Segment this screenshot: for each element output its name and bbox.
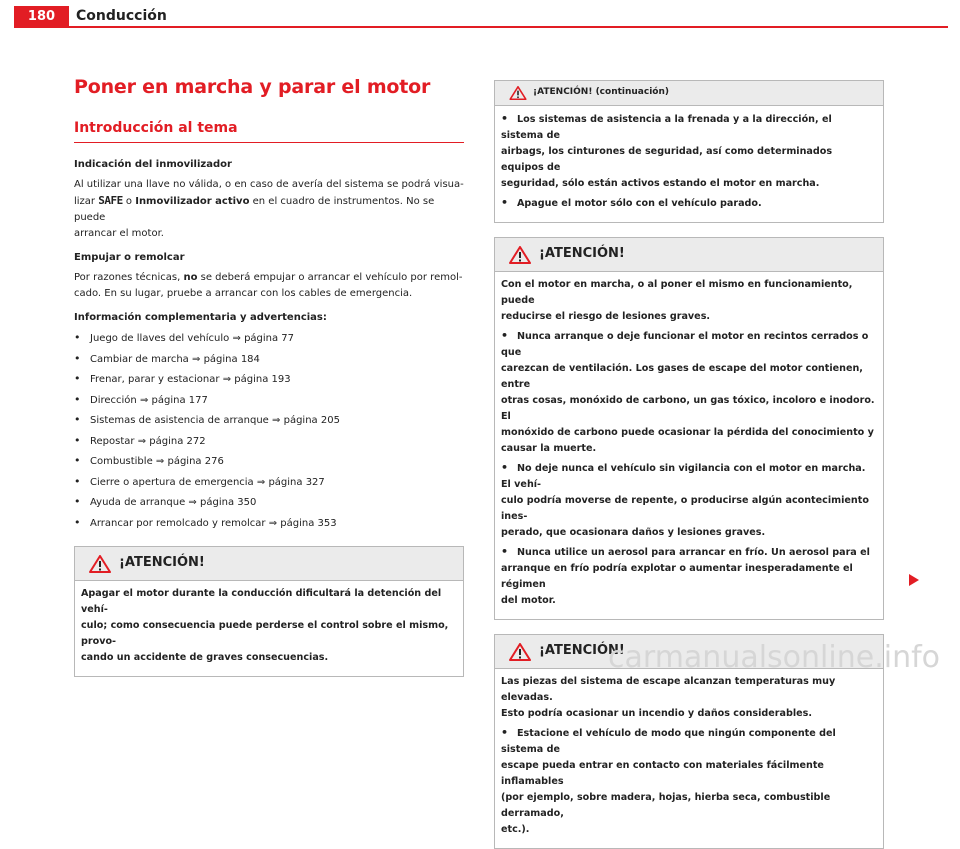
warning-body	[495, 669, 883, 848]
watermark-text: carmanualsonline.info	[608, 640, 940, 675]
list-item	[74, 328, 464, 349]
bullet: •	[74, 454, 81, 467]
warning-line: etc.).	[501, 824, 530, 835]
bullet: •	[74, 372, 81, 385]
warning-header	[495, 81, 883, 106]
warning-body	[495, 272, 883, 619]
push-text	[74, 270, 464, 302]
warning-header	[75, 547, 463, 581]
warning-line: causar la muerte.	[501, 443, 597, 454]
reference-text: Repostar	[90, 435, 135, 447]
warning-line: reducirse el riesgo de lesiones graves.	[501, 311, 711, 322]
reference-arrow: ⇒	[155, 456, 165, 467]
warning-triangle-icon	[509, 246, 531, 264]
reference-page: página 184	[203, 353, 260, 365]
warning-line: Las piezas del sistema de escape alcanzan temperaturas muy elevadas.	[501, 676, 836, 703]
warning-line: perado, que ocasionara daños y lesiones graves.	[501, 527, 766, 538]
warning-item	[501, 195, 877, 212]
watermark	[0, 640, 960, 675]
immobilizer-heading: Indicación del inmovilizador	[74, 159, 232, 170]
immobilizer-active-label: Inmovilizador activo	[135, 196, 250, 207]
page-number: 180	[14, 6, 69, 27]
bullet: •	[74, 474, 81, 488]
warning-line: No deje nunca el vehículo sin vigilancia con el motor en marcha. El vehí-	[501, 463, 866, 490]
reference-page: página 177	[151, 394, 208, 406]
bullet: •	[501, 545, 509, 558]
reference-page: página 276	[167, 456, 224, 467]
immobilizer-line-2c: en el cuadro de instrumentos. No se puede	[74, 196, 435, 223]
immobilizer-line-3: arrancar el motor.	[74, 228, 164, 239]
warning-title: ¡ATENCIÓN!	[119, 555, 205, 570]
reference-text: Dirección	[90, 394, 137, 406]
warning-line: (por ejemplo, sobre madera, hojas, hierba seca, combustible derramado,	[501, 792, 831, 819]
bullet: •	[74, 433, 81, 447]
reference-arrow: ⇒	[222, 374, 232, 385]
reference-text: Combustible	[90, 456, 153, 467]
reference-text: Cambiar de marcha	[90, 353, 189, 365]
reference-page: página 205	[283, 415, 340, 426]
warning-line: culo podría moverse de repente, o producirse algún acontecimiento ines-	[501, 495, 869, 522]
page-title: Poner en marcha y parar el motor	[74, 76, 431, 98]
reference-page: página 272	[149, 435, 206, 447]
section-subtitle: Introducción al tema	[74, 120, 238, 136]
reference-arrow: ⇒	[139, 394, 149, 406]
list-item	[74, 410, 464, 431]
list-item	[74, 451, 464, 472]
warning-triangle-icon	[509, 86, 527, 100]
reference-text: Sistemas de asistencia de arranque	[90, 415, 269, 426]
push-line-2: cado. En su lugar, pruebe a arrancar con los cables de emergencia.	[74, 288, 413, 299]
reference-text: Frenar, parar y estacionar	[90, 374, 220, 385]
bullet: •	[501, 112, 509, 125]
warning-line: arranque en frío podría explotar o aumentar inesperadamente el régimen	[501, 563, 853, 590]
warning-line: airbags, los cinturones de seguridad, así como determinados equipos de	[501, 146, 833, 173]
bullet: •	[501, 329, 509, 342]
reference-arrow: ⇒	[256, 476, 266, 488]
bullet: •	[501, 726, 509, 739]
warning-line: seguridad, sólo están activos estando el motor en marcha.	[501, 178, 820, 189]
warning-line: Con el motor en marcha, o al poner el mismo en funcionamiento, puede	[501, 279, 853, 306]
reference-text: Ayuda de arranque	[90, 497, 186, 508]
reference-text: Arrancar por remolcado y remolcar	[90, 517, 266, 529]
push-line-1a: Por razones técnicas,	[74, 272, 184, 283]
page-header	[0, 0, 960, 28]
list-item	[74, 431, 464, 452]
warning-line: Apague el motor sólo con el vehículo parado.	[517, 198, 762, 209]
bullet: •	[74, 495, 81, 508]
list-item	[74, 492, 464, 513]
bullet: •	[501, 461, 509, 474]
warning-intro	[501, 277, 877, 325]
reference-arrow: ⇒	[192, 353, 201, 365]
list-item	[74, 472, 464, 493]
reference-text: Juego de llaves del vehículo	[90, 333, 230, 344]
reference-arrow: ⇒	[188, 497, 197, 508]
warning-item	[501, 328, 877, 457]
reference-page: página 353	[280, 517, 337, 529]
reference-text: Cierre o apertura de emergencia	[90, 476, 254, 488]
list-item	[74, 369, 464, 390]
reference-page: página 193	[234, 374, 291, 385]
reference-page: página 350	[200, 497, 257, 508]
bullet: •	[74, 515, 81, 529]
safe-indicator: SAFE	[98, 194, 123, 207]
warning-title: ¡ATENCIÓN!	[539, 643, 625, 658]
reference-arrow: ⇒	[268, 517, 278, 529]
left-column	[74, 76, 464, 677]
warning-line: Estacione el vehículo de modo que ningún componente del sistema de	[501, 728, 836, 755]
push-line-1b: se deberá empujar o arrancar el vehículo por remol-	[197, 272, 463, 283]
warning-item	[501, 460, 877, 541]
warning-title: ¡ATENCIÓN! (continuación)	[533, 87, 670, 97]
reference-list	[74, 328, 464, 533]
push-no: no	[183, 272, 198, 283]
continue-arrow-icon	[909, 574, 919, 586]
warning-line: Nunca utilice un aerosol para arrancar en frío. Un aerosol para el	[517, 547, 870, 558]
info-heading: Información complementaria y advertencias:	[74, 312, 327, 323]
warning-line: Nunca arranque o deje funcionar el motor en recintos cerrados o que	[501, 331, 869, 358]
warning-box-running-engine	[494, 237, 884, 620]
warning-item	[501, 725, 877, 838]
list-item	[74, 349, 464, 370]
reference-arrow: ⇒	[137, 435, 147, 447]
warning-triangle-icon	[89, 555, 111, 573]
bullet: •	[74, 392, 81, 406]
reference-arrow: ⇒	[272, 415, 281, 426]
warning-box-continued	[494, 80, 884, 223]
reference-arrow: ⇒	[232, 333, 241, 344]
running-title: Conducción	[76, 8, 167, 24]
warning-line: carezcan de ventilación. Los gases de escape del motor contienen, entre	[501, 363, 863, 390]
warning-item	[501, 544, 877, 609]
warning-intro	[501, 674, 877, 722]
immobilizer-line-2a: lizar	[74, 196, 99, 207]
warning-line: del motor.	[501, 595, 556, 606]
list-item	[74, 513, 464, 534]
list-item	[74, 390, 464, 411]
warning-line: cando un accidente de graves consecuencias.	[81, 652, 329, 663]
bullet: •	[74, 351, 81, 365]
warning-line: otras cosas, monóxido de carbono, un gas tóxico, incoloro e inodoro. El	[501, 395, 875, 422]
reference-page: página 327	[268, 476, 325, 488]
reference-page: página 77	[244, 333, 295, 344]
warning-line: escape pueda entrar en contacto con materiales fácilmente inflamables	[501, 760, 824, 787]
push-heading: Empujar o remolcar	[74, 252, 185, 263]
warning-line: Esto podría ocasionar un incendio y daños considerables.	[501, 708, 812, 719]
bullet: •	[74, 331, 81, 344]
immobilizer-line-1: Al utilizar una llave no válida, o en caso de avería del sistema se podrá visua-	[74, 179, 464, 190]
header-rule	[14, 26, 948, 28]
warning-line: culo; como consecuencia puede perderse el control sobre el mismo, provo-	[81, 620, 449, 647]
bullet: •	[501, 196, 509, 209]
warning-line: Los sistemas de asistencia a la frenada y a la dirección, el sistema de	[501, 114, 832, 141]
warning-body	[495, 106, 883, 222]
warning-title: ¡ATENCIÓN!	[539, 246, 625, 261]
warning-line: Apagar el motor durante la conducción dificultará la detención del vehí-	[81, 588, 442, 615]
immobilizer-text	[74, 177, 464, 242]
warning-item	[501, 111, 877, 192]
immobilizer-line-2b: o	[122, 196, 136, 207]
bullet: •	[74, 413, 81, 426]
warning-line: monóxido de carbono puede ocasionar la pérdida del conocimiento y	[501, 427, 874, 438]
warning-header	[495, 238, 883, 272]
right-column	[494, 80, 884, 849]
